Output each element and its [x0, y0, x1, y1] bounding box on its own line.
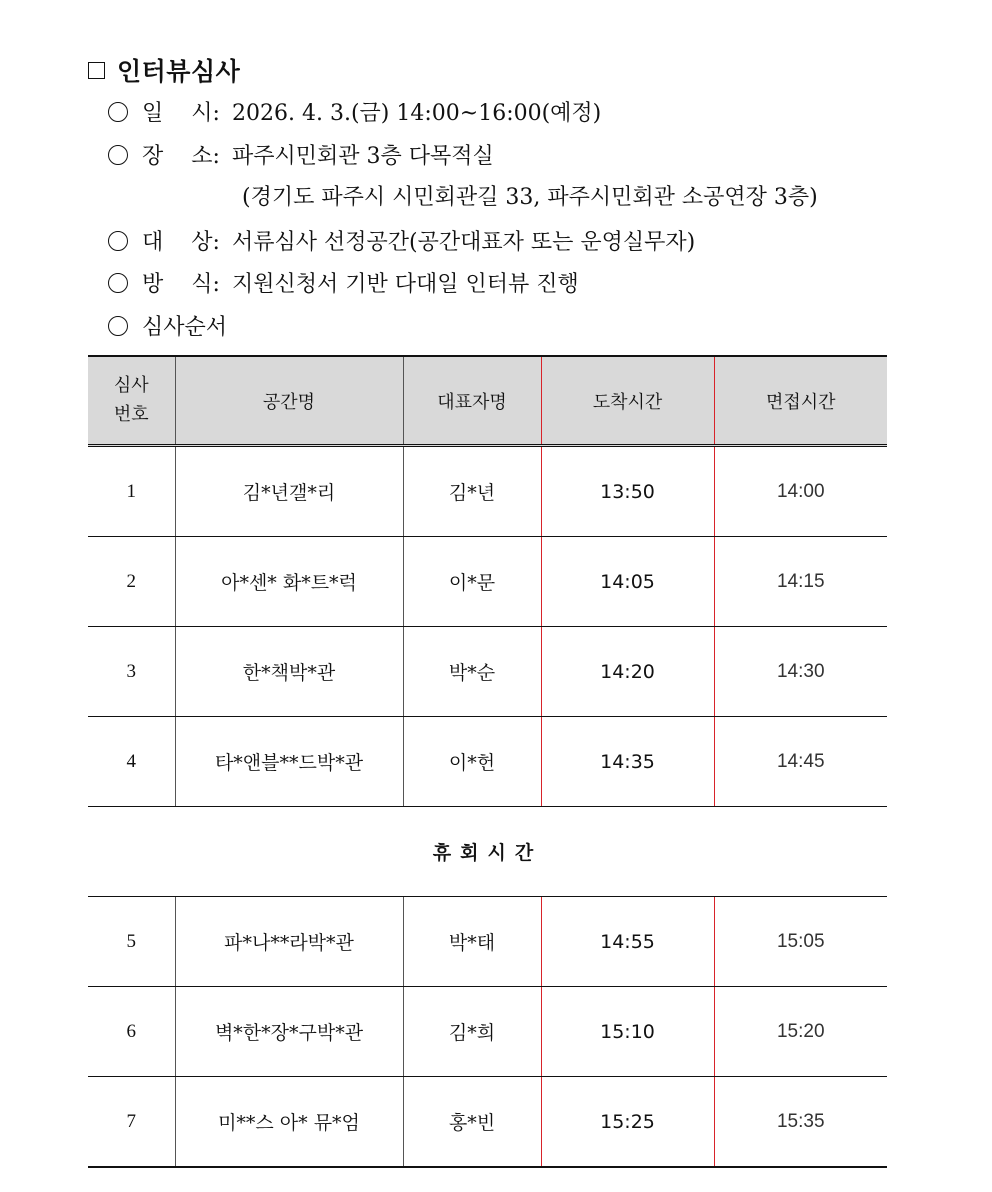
table-row: [88, 717, 887, 807]
cell-space-name: 미**스 아* 뮤*엄: [175, 1077, 403, 1168]
cell-space-name: 김*년갤*리: [175, 446, 403, 537]
cell-representative: 박*태: [403, 897, 541, 987]
cell-arrival-time: 15:25: [541, 1077, 714, 1168]
header-cell: 공간명: [175, 356, 403, 446]
circle-bullet-icon: [108, 231, 128, 251]
cell-number: 5: [88, 897, 175, 987]
circle-bullet-icon: [108, 273, 128, 293]
cell-number: 1: [88, 446, 175, 537]
cell-space-name: 한*책박*관: [175, 627, 403, 717]
detail-place: [108, 139, 494, 170]
cell-representative: 이*문: [403, 537, 541, 627]
cell-interview-time: 14:30: [714, 627, 887, 717]
break-label: 휴회시간: [88, 807, 887, 897]
cell-interview-time: 14:00: [714, 446, 887, 537]
detail-label: 방 식:: [142, 272, 220, 297]
detail-label: 일 시:: [142, 101, 220, 126]
header-cell: 도착시간: [541, 356, 714, 446]
circle-bullet-icon: [108, 145, 128, 165]
cell-number: 3: [88, 627, 175, 717]
cell-interview-time: 14:15: [714, 537, 887, 627]
cell-arrival-time: 14:05: [541, 537, 714, 627]
cell-number: 7: [88, 1077, 175, 1168]
table-row: [88, 897, 887, 987]
detail-method: [108, 267, 579, 298]
header-cell: 면접시간: [714, 356, 887, 446]
cell-interview-time: 15:05: [714, 897, 887, 987]
circle-bullet-icon: [108, 316, 128, 336]
cell-arrival-time: 13:50: [541, 446, 714, 537]
section-title-text: 인터뷰심사: [117, 57, 241, 86]
cell-arrival-time: 14:20: [541, 627, 714, 717]
cell-space-name: 파*나**라박*관: [175, 897, 403, 987]
detail-label: 대 상:: [142, 230, 220, 255]
cell-interview-time: 15:20: [714, 987, 887, 1077]
cell-space-name: 타*앤블**드박*관: [175, 717, 403, 807]
detail-label: 장 소:: [142, 144, 220, 169]
detail-label: 심사순서: [142, 315, 228, 340]
cell-representative: 김*년: [403, 446, 541, 537]
cell-interview-time: 14:45: [714, 717, 887, 807]
cell-representative: 홍*빈: [403, 1077, 541, 1168]
cell-space-name: 아*센* 화*트*럭: [175, 537, 403, 627]
table-row: [88, 987, 887, 1077]
break-row: [88, 807, 887, 897]
table-row: [88, 537, 887, 627]
schedule-table: [88, 355, 887, 1168]
cell-arrival-time: 14:55: [541, 897, 714, 987]
table-header-row: [88, 356, 887, 446]
cell-arrival-time: 15:10: [541, 987, 714, 1077]
cell-number: 6: [88, 987, 175, 1077]
detail-date: [108, 96, 601, 127]
cell-representative: 이*헌: [403, 717, 541, 807]
header-cell: 심사 번호: [88, 356, 175, 446]
detail-value: 파주시민회관 3층 다목적실: [232, 144, 494, 169]
cell-number: 4: [88, 717, 175, 807]
cell-interview-time: 15:35: [714, 1077, 887, 1168]
venue-address: (경기도 파주시 시민회관길 33, 파주시민회관 소공연장 3층): [242, 185, 818, 210]
cell-representative: 박*순: [403, 627, 541, 717]
header-cell: 대표자명: [403, 356, 541, 446]
cell-space-name: 벽*한*장*구박*관: [175, 987, 403, 1077]
cell-representative: 김*희: [403, 987, 541, 1077]
cell-arrival-time: 14:35: [541, 717, 714, 807]
detail-order: [108, 310, 227, 341]
detail-value: 지원신청서 기반 다대일 인터뷰 진행: [232, 272, 579, 297]
detail-value: 서류심사 선정공간(공간대표자 또는 운영실무자): [232, 230, 696, 255]
table-row: [88, 446, 887, 537]
cell-number: 2: [88, 537, 175, 627]
checkbox-square-icon: [88, 62, 105, 79]
table-row: [88, 627, 887, 717]
circle-bullet-icon: [108, 102, 128, 122]
detail-value: 2026. 4. 3.(금) 14:00~16:00(예정): [232, 101, 602, 126]
table-row: [88, 1077, 887, 1168]
section-title: [88, 52, 240, 88]
detail-target: [108, 225, 695, 256]
